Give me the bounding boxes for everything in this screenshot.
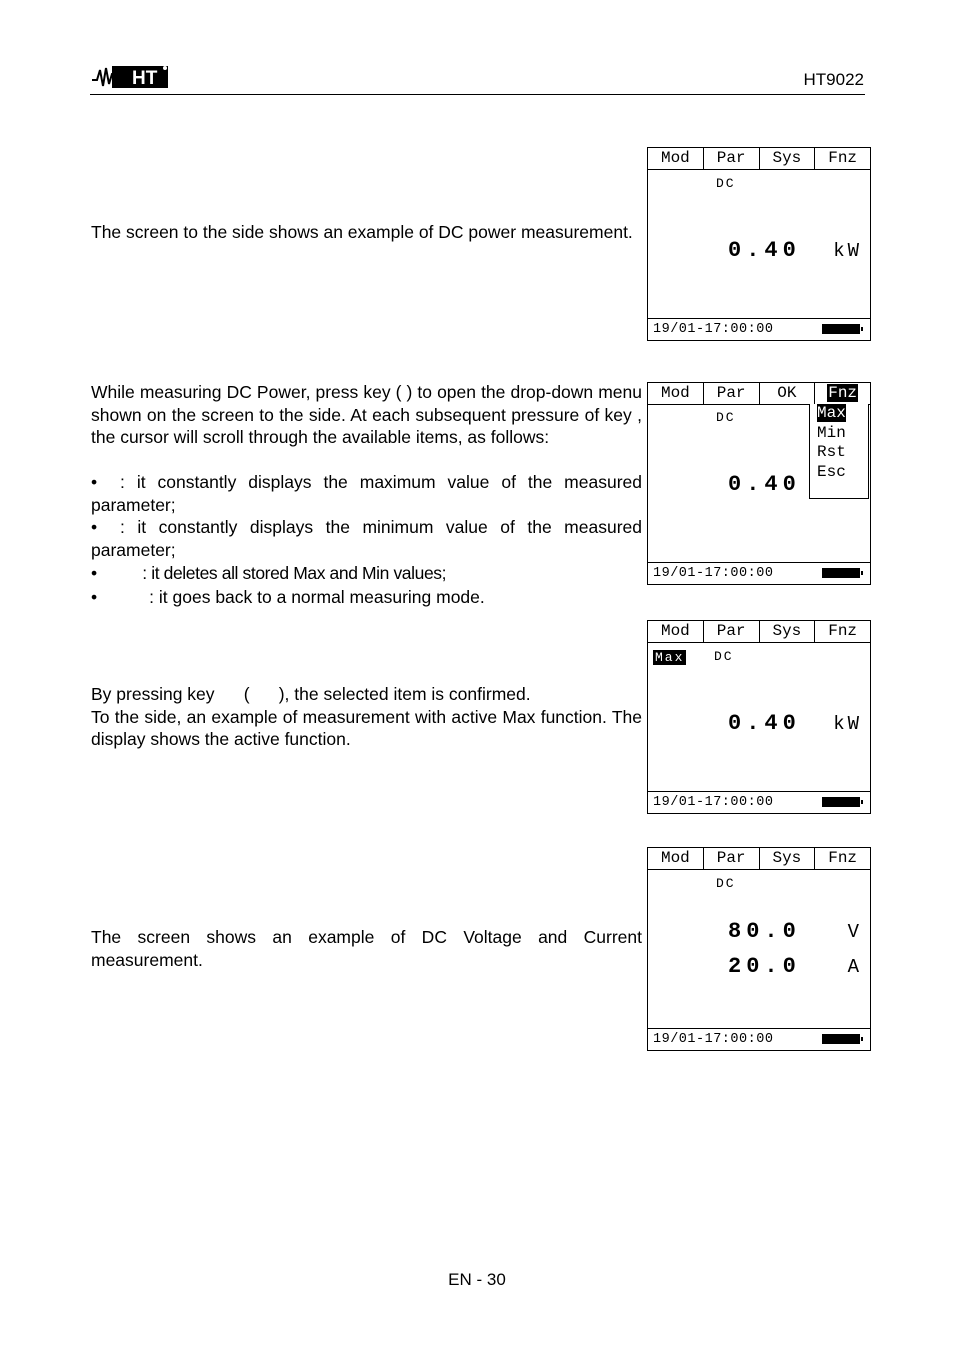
battery-icon — [822, 568, 860, 578]
battery-icon — [822, 1034, 860, 1044]
menu-item-esc: Esc — [817, 462, 846, 481]
current-unit: A — [847, 956, 862, 978]
tab-par: Par — [704, 148, 760, 169]
mode-label: DC — [716, 176, 736, 191]
screen-tabs — [648, 848, 870, 870]
status-bar — [648, 791, 870, 813]
ht-logo — [92, 62, 170, 90]
power-value: 0.40 — [728, 238, 801, 263]
bullet-rst — [91, 562, 642, 585]
voltage-value: 80.0 — [728, 919, 801, 944]
tab-par: Par — [704, 383, 760, 404]
menu-item-rst: Rst — [817, 443, 846, 461]
datetime: 19/01-17:00:00 — [653, 795, 774, 810]
tab-fnz — [815, 383, 870, 404]
tab-par: Par — [704, 621, 760, 642]
status-bar — [648, 318, 870, 340]
tab-sys: Sys — [760, 848, 816, 869]
selected-item: Max — [817, 404, 846, 422]
brand-text: HT — [132, 68, 158, 89]
voltage-unit: V — [847, 921, 862, 943]
active-function-badge: Max — [655, 650, 685, 665]
bullet-mark: • — [91, 587, 98, 607]
paragraph-dc-voltage-current — [91, 926, 642, 971]
battery-icon — [822, 797, 860, 807]
tab-mod: Mod — [648, 621, 704, 642]
status-bar — [648, 1028, 870, 1050]
datetime: 19/01-17:00:00 — [653, 566, 774, 581]
status-bar — [648, 562, 870, 584]
tab-mod: Mod — [648, 848, 704, 869]
mode-label: DC — [714, 649, 734, 664]
paragraph-text: The screen shows an example of DC Voltage and Current measurement. — [91, 927, 642, 970]
paragraph-dc-power — [91, 221, 642, 244]
instrument-screen-max-active — [647, 620, 871, 814]
bullet-text: : it constantly displays the maximum value of the measured parameter; — [91, 472, 642, 515]
model-label: HT9022 — [803, 70, 864, 89]
function-dropdown-menu — [809, 404, 869, 499]
instrument-screen-voltage-current — [647, 847, 871, 1051]
paragraph-dropdown-intro — [91, 381, 642, 449]
menu-item-min: Min — [817, 423, 846, 442]
bullet-text: : it constantly displays the minimum value of the measured parameter; — [91, 517, 642, 560]
tab-ok: OK — [760, 383, 816, 404]
paragraph-text: While measuring DC Power, press key ( ) to open the drop-down menu shown on the screen to the side. At each subsequent pressure of key , the cursor will scroll through the available items, as follows: — [91, 382, 642, 447]
mode-label: DC — [716, 410, 736, 425]
instrument-screen-dc-power — [647, 147, 871, 341]
screen-tabs — [648, 383, 870, 405]
bullet-mark: • — [91, 517, 98, 537]
paragraph-text: The screen to the side shows an example of DC power measurement. — [91, 222, 633, 242]
datetime: 19/01-17:00:00 — [653, 322, 774, 337]
bullet-max — [91, 471, 642, 516]
bullet-text: : it deletes all stored Max and Min values; — [120, 563, 447, 583]
tab-mod: Mod — [648, 148, 704, 169]
power-value: 0.40 — [728, 472, 801, 497]
mode-label: DC — [716, 876, 736, 891]
bullet-esc — [91, 586, 642, 609]
tab-sys: Sys — [760, 148, 816, 169]
header-divider — [90, 94, 865, 95]
datetime: 19/01-17:00:00 — [653, 1032, 774, 1047]
screen-tabs — [648, 148, 870, 170]
instrument-screen-dropdown — [647, 382, 871, 585]
bullet-mark: • — [91, 472, 98, 492]
power-value: 0.40 — [728, 711, 801, 736]
paragraph-confirm — [91, 683, 642, 751]
bullet-min — [91, 516, 642, 561]
current-value: 20.0 — [728, 954, 801, 979]
paragraph-line: By pressing key ( ), the selected item is confirmed. — [91, 684, 531, 704]
screen-tabs — [648, 621, 870, 643]
tab-fnz: Fnz — [828, 622, 858, 640]
tab-sys: Sys — [760, 621, 816, 642]
tab-fnz: Fnz — [828, 149, 858, 167]
power-unit: kW — [833, 713, 862, 735]
paragraph-text: To the side, an example of measurement with active Max function. The display shows the active function. — [91, 706, 642, 749]
page-number: EN - 30 — [448, 1270, 506, 1289]
active-tab-label: Fnz — [828, 384, 858, 402]
menu-item-max — [810, 404, 868, 424]
tab-fnz: Fnz — [828, 849, 858, 867]
bullet-mark: • — [91, 563, 98, 583]
bullet-text: : it goes back to a normal measuring mode. — [120, 587, 485, 607]
power-unit: kW — [833, 240, 862, 262]
tab-par: Par — [704, 848, 760, 869]
tab-mod: Mod — [648, 383, 704, 404]
battery-icon — [822, 324, 860, 334]
